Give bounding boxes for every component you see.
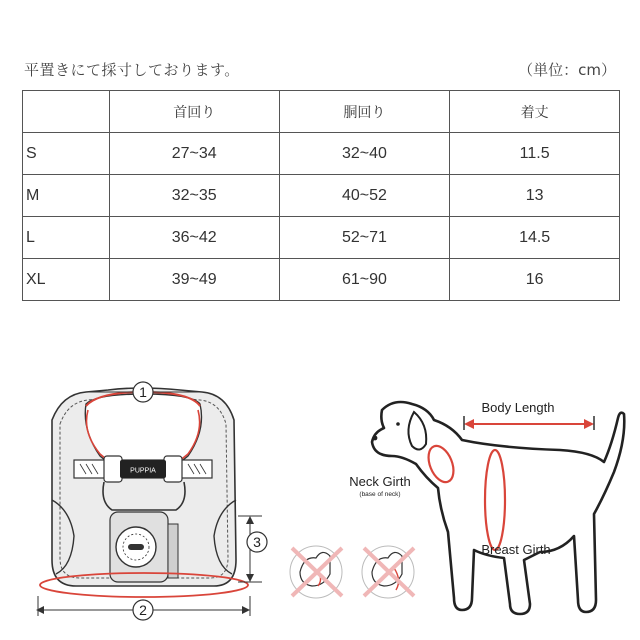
chest-cell: 32~40 <box>279 133 450 175</box>
measurement-diagram <box>0 360 640 640</box>
wrong-measure-icon-1 <box>290 546 342 598</box>
unit-label: （単位：cm） <box>518 61 616 79</box>
header-chest: 胴回り <box>279 91 450 133</box>
neck-girth-label: Neck Girth <box>349 474 411 489</box>
length-cell: 14.5 <box>450 217 620 259</box>
size-cell: L <box>23 217 110 259</box>
chest-cell: 40~52 <box>279 175 450 217</box>
breast-girth-label: Breast Girth <box>481 542 551 557</box>
size-cell: M <box>23 175 110 217</box>
harness-illustration <box>36 382 267 620</box>
neck-cell: 39~49 <box>109 259 279 301</box>
length-cell: 16 <box>450 259 620 301</box>
header-length: 着丈 <box>450 91 620 133</box>
header-size <box>23 91 110 133</box>
header-neck: 首回り <box>109 91 279 133</box>
table-row <box>23 133 620 175</box>
intro-text: 平置きにて採寸しております。 <box>24 61 240 79</box>
table-row <box>23 259 620 301</box>
marker-3-label: 3 <box>253 534 261 550</box>
size-cell: S <box>23 133 110 175</box>
size-table <box>22 90 620 301</box>
brand-label: PUPPIA <box>130 467 156 475</box>
wrong-measure-icon-2 <box>362 546 414 598</box>
body-length-label: Body Length <box>481 400 555 415</box>
size-cell: XL <box>23 259 110 301</box>
length-cell: 13 <box>450 175 620 217</box>
table-row <box>23 175 620 217</box>
table-row <box>23 217 620 259</box>
neck-cell: 32~35 <box>109 175 279 217</box>
neck-girth-note: (base of neck) <box>359 491 401 498</box>
neck-cell: 27~34 <box>109 133 279 175</box>
marker-1-label: 1 <box>139 384 147 400</box>
chest-cell: 52~71 <box>279 217 450 259</box>
marker-2-label: 2 <box>139 602 147 618</box>
chest-cell: 61~90 <box>279 259 450 301</box>
length-cell: 11.5 <box>450 133 620 175</box>
neck-cell: 36~42 <box>109 217 279 259</box>
table-header-row <box>23 91 620 133</box>
